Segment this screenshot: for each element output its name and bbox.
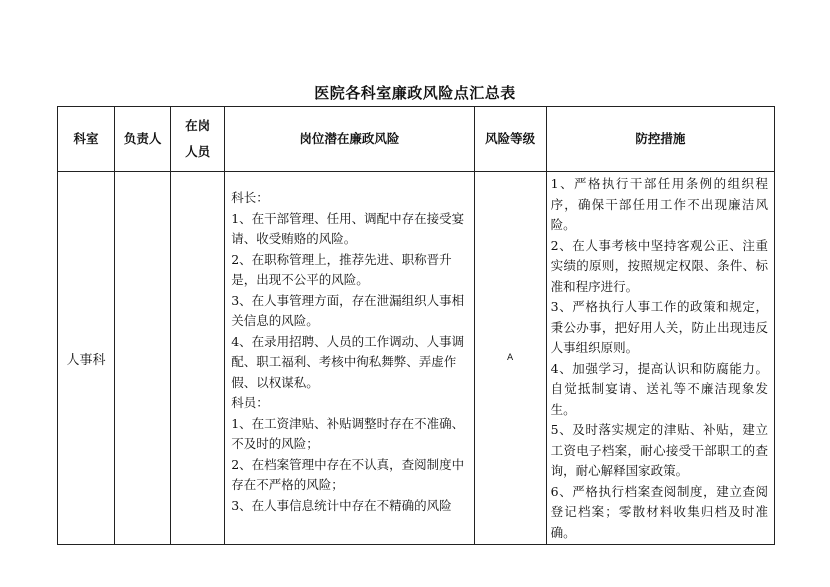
header-level: 风险等级: [474, 107, 546, 172]
risk-line: 1、在工资津贴、补贴调整时存在不准确、不及时的风险；: [231, 415, 465, 451]
risk-line: 科员：: [231, 395, 269, 410]
measure-line: 5、及时落实规定的津贴、补贴，建立工资电子档案，耐心接受干部职工的查询，耐心解释国家政策。: [550, 422, 768, 478]
cell-staff: [171, 172, 225, 545]
header-dept: 科室: [58, 107, 115, 172]
risk-line: 3、在人事信息统计中存在不精确的风险: [231, 497, 452, 513]
header-staff-line2: 人员: [185, 144, 211, 159]
measure-line: 6、严格执行档案查阅制度，建立查阅登记档案；零散材料收集归档及时准确。: [550, 483, 768, 540]
header-measures: 防控措施: [546, 107, 774, 172]
cell-dept: 人事科: [58, 172, 115, 545]
table-row: [58, 172, 775, 545]
risk-line: 2、在档案管理中存在不认真，查阅制度中存在不严格的风险；: [231, 456, 465, 492]
risk-summary-table: [57, 106, 775, 545]
header-staff-line1: 在岗: [185, 118, 211, 133]
page-title: 医院各科室廉政风险点汇总表: [314, 84, 516, 102]
header-person: 负责人: [115, 107, 171, 172]
header-risk: 岗位潜在廉政风险: [225, 107, 474, 172]
risk-line: 3、在人事管理方面，存在泄漏组织人事相关信息的风险。: [231, 292, 465, 328]
risk-line: 科长：: [231, 190, 269, 205]
cell-person: [115, 172, 171, 545]
cell-risk: [225, 172, 474, 545]
header-staff: [171, 107, 225, 172]
risk-line: 1、在干部管理、任用、调配中存在接受宴请、收受贿赂的风险。: [231, 210, 465, 246]
cell-level: A: [474, 172, 546, 545]
measure-line: 2、在人事考核中坚持客观公正、注重实绩的原则，按照规定权限、条件、标准和程序进行。: [550, 237, 768, 294]
table-header-row: [58, 107, 775, 172]
risk-line: 4、在录用招聘、人员的工作调动、人事调配、职工福利、考核中徇私舞弊、弄虚作假、以权谋私。: [231, 333, 465, 390]
measure-line: 1、严格执行干部任用条例的组织程序，确保干部任用工作不出现廉洁风险。: [550, 176, 768, 232]
measure-line: 4、加强学习，提高认识和防腐能力。自觉抵制宴请、送礼等不廉洁现象发生。: [550, 360, 768, 417]
cell-measures: [546, 172, 774, 545]
risk-line: 2、在职称管理上，推荐先进、职称晋升是，出现不公平的风险。: [231, 251, 452, 287]
measure-line: 3、严格执行人事工作的政策和规定，秉公办事，把好用人关，防止出现违反人事组织原则。: [550, 299, 768, 355]
